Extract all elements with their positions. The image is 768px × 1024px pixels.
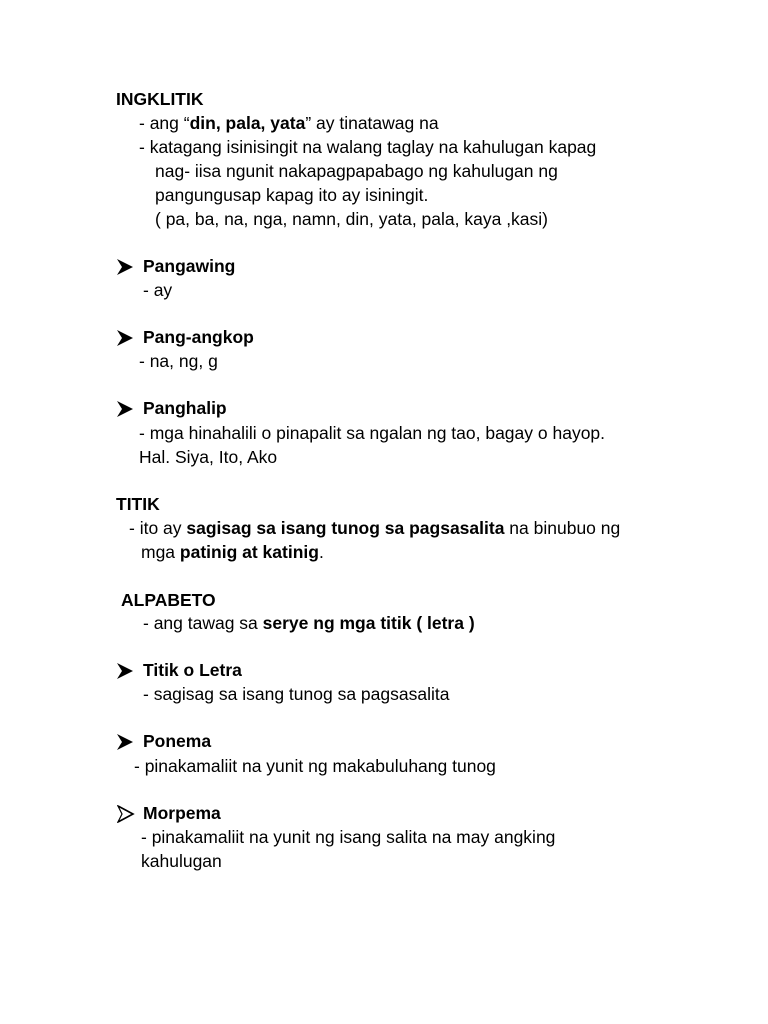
arrow-bullet-icon: [116, 662, 134, 680]
panghalip-example: Hal. Siya, Ito, Ako: [139, 447, 278, 467]
ingklitik-heading: INGKLITIK: [116, 89, 204, 109]
titik-o-letra-definition: - sagisag sa isang tunog sa pagsasalita: [143, 684, 450, 704]
pangawing-heading: Pangawing: [143, 256, 236, 276]
ponema-heading: Ponema: [143, 731, 212, 751]
morpema-heading: Morpema: [143, 803, 221, 823]
ingklitik-line-5: ( pa, ba, na, nga, namn, din, yata, pala, kaya ,kasi): [155, 209, 549, 229]
titik-line-2: mga patinig at katinig.: [141, 542, 324, 562]
panghalip-definition: - mga hinahalili o pinapalit sa ngalan ng tao, bagay o hayop.: [139, 423, 606, 443]
arrow-bullet-icon: [117, 805, 135, 823]
ingklitik-line-3: nag- iisa ngunit nakapagpapabago ng kahulugan ng: [155, 161, 558, 181]
ponema-definition: - pinakamaliit na yunit ng makabuluhang tunog: [134, 756, 496, 776]
ingklitik-line-2: - katagang isinisingit na walang taglay na kahulugan kapag: [139, 137, 597, 157]
arrow-bullet-icon: [116, 329, 134, 347]
pang-angkop-heading: Pang-angkop: [143, 327, 254, 347]
titik-o-letra-heading: Titik o Letra: [143, 660, 242, 680]
pangawing-definition: - ay: [143, 280, 173, 300]
morpema-definition-line-1: - pinakamaliit na yunit ng isang salita na may angking: [141, 827, 556, 847]
ingklitik-line-1: - ang “din, pala, yata” ay tinatawag na: [139, 113, 439, 133]
arrow-bullet-icon: [116, 258, 134, 276]
pang-angkop-definition: - na, ng, g: [139, 351, 218, 371]
titik-line-1: - ito ay sagisag sa isang tunog sa pagsasalita na binubuo ng: [129, 518, 621, 538]
ingklitik-line-4: pangungusap kapag ito ay isiningit.: [155, 185, 429, 205]
morpema-definition-line-2: kahulugan: [141, 851, 222, 871]
arrow-bullet-icon: [116, 400, 134, 418]
panghalip-heading: Panghalip: [143, 398, 227, 418]
alpabeto-definition: - ang tawag sa serye ng mga titik ( letra ): [143, 613, 475, 633]
alpabeto-heading: ALPABETO: [121, 590, 216, 610]
titik-heading: TITIK: [116, 494, 160, 514]
arrow-bullet-icon: [116, 733, 134, 751]
